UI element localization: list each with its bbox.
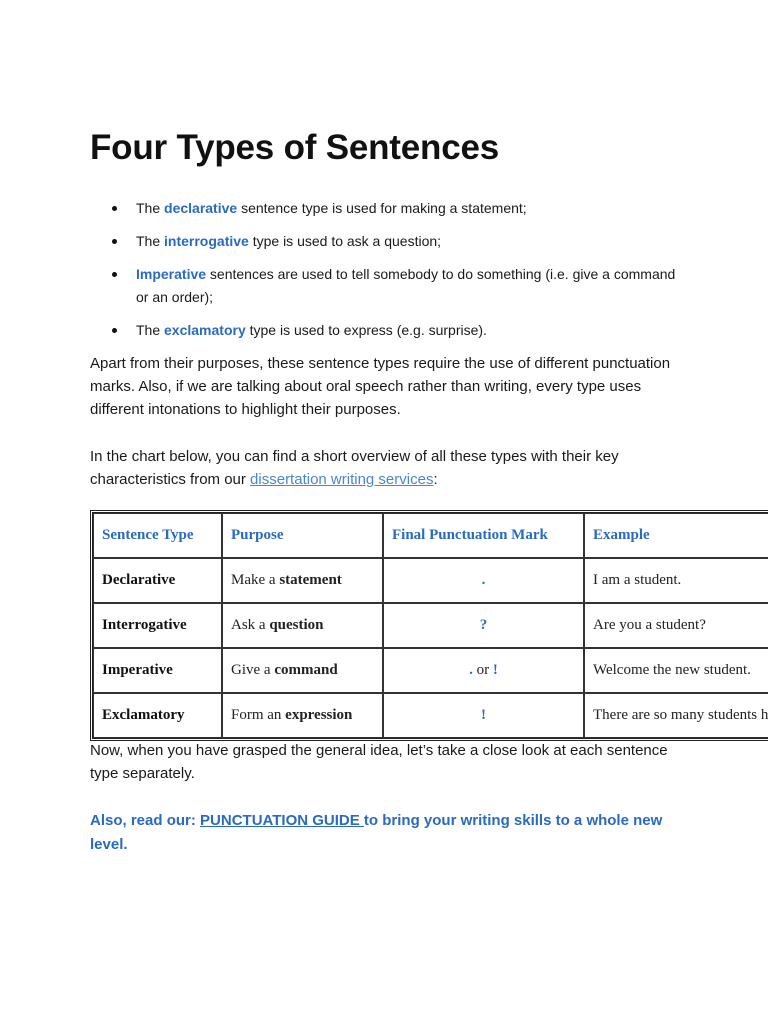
sentence-types-table — [90, 510, 768, 741]
bullet-keyword: declarative — [164, 200, 238, 216]
cell-purpose — [222, 648, 383, 693]
table-row — [93, 603, 768, 648]
cell-purpose — [222, 558, 383, 603]
read-more-callout — [90, 809, 690, 857]
read-more-text: Also, read our: — [90, 812, 201, 829]
punctuation-mark: . — [481, 572, 486, 588]
bullet-keyword: exclamatory — [164, 322, 246, 338]
cell-purpose — [222, 603, 383, 648]
intro-paragraph: Apart from their purposes, these sentence types require the use of different punctuation marks. Also, if we are talking about oral speech rather than writing, every type uses different intonations to highlight their purposes. — [90, 355, 671, 418]
cell-type: Interrogative — [93, 603, 222, 648]
read-more-tail: to bring your writing skills to a whole new level. — [90, 812, 663, 853]
purpose-keyword: question — [269, 617, 324, 633]
bullet-icon — [112, 206, 117, 211]
table-header-row — [93, 513, 768, 558]
punctuation-mark-alt: ! — [492, 662, 498, 678]
cell-type: Exclamatory — [93, 693, 222, 738]
purpose-prefix: Form an — [231, 707, 286, 723]
table-row — [93, 648, 768, 693]
page-title: Four Types of Sentences — [90, 128, 500, 167]
bullet-text: sentences are used to tell somebody to do something (i.e. give a command or an order); — [136, 266, 676, 305]
purpose-keyword: expression — [285, 707, 353, 723]
header-sentence-type: Sentence Type — [93, 513, 222, 558]
punctuation-mark: ! — [481, 707, 486, 723]
bullet-keyword: interrogative — [164, 233, 249, 249]
bullet-prefix: The — [136, 322, 165, 338]
list-item — [90, 230, 690, 253]
punctuation-mark: ? — [479, 617, 488, 633]
cell-punctuation — [383, 558, 584, 603]
bullet-prefix: The — [136, 200, 165, 216]
chart-intro-paragraph — [90, 445, 690, 491]
purpose-keyword: statement — [279, 572, 342, 588]
header-purpose: Purpose — [222, 513, 383, 558]
punctuation-guide-link[interactable]: PUNCTUATION GUIDE — [200, 812, 364, 829]
purpose-prefix: Give a — [231, 662, 275, 678]
cell-punctuation — [383, 648, 584, 693]
bullet-text: sentence type is used for making a statement; — [237, 200, 527, 216]
header-final-punctuation: Final Punctuation Mark — [383, 513, 584, 558]
bullet-keyword: Imperative — [136, 266, 207, 282]
table-row — [93, 693, 768, 738]
sentence-types-list — [90, 197, 690, 352]
cell-punctuation — [383, 603, 584, 648]
cell-example: Are you a student? — [584, 603, 768, 648]
cell-example: Welcome the new student. — [584, 648, 768, 693]
cell-example: There are so many students h — [584, 693, 768, 738]
bullet-icon — [112, 272, 117, 277]
list-item — [90, 197, 690, 220]
table-row — [93, 558, 768, 603]
cell-purpose — [222, 693, 383, 738]
bullet-prefix: The — [136, 233, 165, 249]
list-item — [90, 319, 690, 342]
list-item — [90, 263, 690, 309]
punctuation-separator: or — [472, 662, 493, 678]
header-example: Example — [584, 513, 768, 558]
dissertation-services-link[interactable]: dissertation writing services — [250, 471, 434, 488]
chart-intro-tail: : — [433, 471, 438, 488]
cell-type: Declarative — [93, 558, 222, 603]
cell-type: Imperative — [93, 648, 222, 693]
bullet-icon — [112, 239, 117, 244]
purpose-keyword: command — [274, 662, 338, 678]
bullet-text: type is used to ask a question; — [248, 233, 442, 249]
punctuation-mark: . — [469, 662, 473, 678]
cell-example: I am a student. — [584, 558, 768, 603]
purpose-prefix: Ask a — [231, 617, 270, 633]
bullet-text: type is used to express (e.g. surprise). — [245, 322, 487, 338]
chart-intro-text: In the chart below, you can find a short overview of all these types with their key characteristics from our — [90, 448, 619, 488]
closing-paragraph: Now, when you have grasped the general idea, let’s take a close look at each sentence type separately. — [90, 742, 668, 782]
bullet-icon — [112, 328, 117, 333]
cell-punctuation — [383, 693, 584, 738]
purpose-prefix: Make a — [231, 572, 280, 588]
